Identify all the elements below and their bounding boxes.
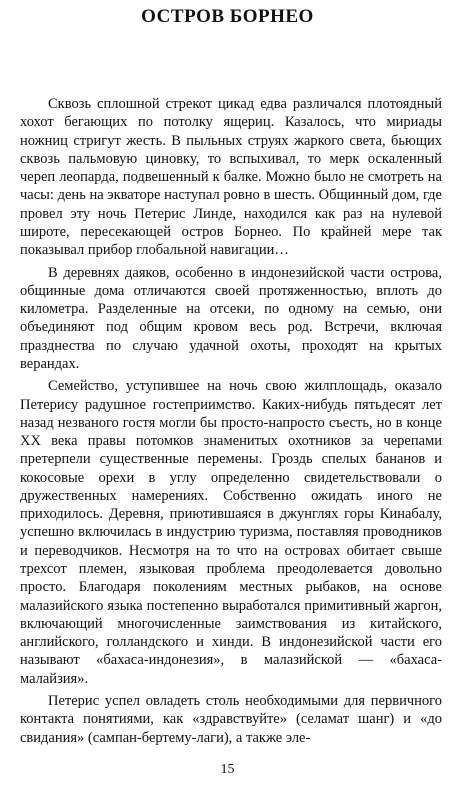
paragraph: Сквозь сплошной стрекот цикад едва различался плотоядный хохот бегающих по потолку ящериц. Казалось, что мириады ножниц стригут жесть. В пыльных струях жаркого света, бьющих сквозь пальмовую циновку, то вспыхивал, то мерк оскаленный череп леопарда, подвешенный к балке. Можно было не смотреть на часы: день на экваторе наступал ровно в шесть. Общинный дом, где провел эту ночь Петерис Линде, находился как раз на нулевой широте, пересекающей остров Борнео. По крайней мере так показывал прибор глобальной навигации… bbox=[20, 96, 442, 259]
page-number: 15 bbox=[220, 762, 235, 777]
paragraph: Петерис успел овладеть столь необходимыми для первичного контакта понятиями, как «здравствуйте» (селамат шанг) и «до свидания» (сампан-бертему-лаги), а также эле- bbox=[20, 693, 442, 746]
paragraph: Семейство, уступившее на ночь свою жилплощадь, оказало Петерису радушное гостеприимство. Каких-нибудь пятьдесят лет назад незваного гостя могли бы просто-напросто съесть, но в конце XX века правы потомков знаменитых охотников за черепами претерпели существенные перемены. Гроздь спелых бананов и кокосовые орехи в углу определенно свидетельствовали о дружественных намерениях. Собственно ожидать иного не приходилось. Деревня, приютившаяся в джунглях горы Кинабалу, успешно включилась в индустрию туризма, поставляя проводников и переводчиков. Несмотря на то что на островах обитает свыше трехсот племен, языковая проблема преодолевается довольно просто. Благодаря поколениям местных рыбаков, на основе малазийского языка постепенно выработался примитивный жаргон, включающий многочисленные заимствования из китайского, английского, голландского и хинди. В индонезийской части его называют «бахаса-индонезия», в малазийской — «бахаса-малайзия». bbox=[20, 378, 442, 687]
body-text bbox=[20, 95, 442, 751]
paragraph: В деревнях даяков, особенно в индонезийской части острова, общинные дома отличаются своей протяженностью, вплоть до километра. Разделенные на отсеки, по одному на семью, они объединяют под общим кровом весь род. Встречи, включая празднества по случаю удачной охоты, проходят на крытых верандах. bbox=[20, 264, 442, 372]
chapter-title: ОСТРОВ БОРНЕО bbox=[141, 6, 314, 27]
